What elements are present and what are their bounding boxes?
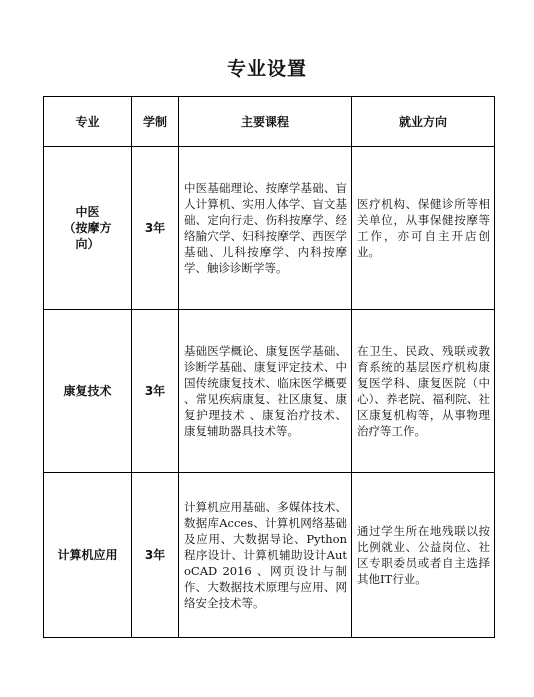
major-name-cell xyxy=(44,473,132,638)
years-cell: 3年 xyxy=(132,473,179,638)
career-cell: 在卫生、民政、残联或教育系统的基层医疗机构康复医学科、康复医院（中心）、养老院、福利院、社区康复机构等，从事物理治疗等工作。 xyxy=(352,310,495,473)
courses-cell: 计算机应用基础、多媒体技术、数据库Acces、计算机网络基础及应用、大数据导论、Python程序设计、计算机辅助设计AutoCAD 2016 、网页设计与制作、大数据技术原理与应用、网络安全技术等。 xyxy=(179,473,352,638)
table-row xyxy=(44,147,495,310)
career-cell: 通过学生所在地残联以按比例就业、公益岗位、社区专职委员或者自主选择其他IT行业。 xyxy=(352,473,495,638)
major-name-cell xyxy=(44,310,132,473)
table-row xyxy=(44,473,495,638)
major-name: 计算机应用 xyxy=(57,548,118,562)
years-cell: 3年 xyxy=(132,147,179,310)
table-header-row xyxy=(44,97,495,147)
courses-cell: 基础医学概论、康复医学基础、诊断学基础、康复评定技术、中国传统康复技术、临床医学概要 、常见疾病康复、社区康复、康复护理技术 、康复治疗技术、康复辅助器具技术等。 xyxy=(179,310,352,473)
table-row xyxy=(44,310,495,473)
major-name-cell xyxy=(44,147,132,310)
header-years: 学制 xyxy=(132,97,179,147)
header-courses: 主要课程 xyxy=(179,97,352,147)
courses-cell: 中医基础理论、按摩学基础、盲人计算机、实用人体学、盲文基础、定向行走、伤科按摩学、经络腧穴学、妇科按摩学、西医学基础、儿科按摩学、内科按摩学、触诊诊断学等。 xyxy=(179,147,352,310)
years-cell: 3年 xyxy=(132,310,179,473)
header-major: 专业 xyxy=(44,97,132,147)
major-name: 中医 （按摩方 向） xyxy=(63,205,112,251)
career-cell: 医疗机构、保健诊所等相关单位，从事保健按摩等工作，亦可自主开店创业。 xyxy=(352,147,495,310)
major-name: 康复技术 xyxy=(63,384,112,398)
header-career: 就业方向 xyxy=(352,97,495,147)
page-title: 专业设置 xyxy=(226,58,307,80)
major-table xyxy=(43,96,495,638)
